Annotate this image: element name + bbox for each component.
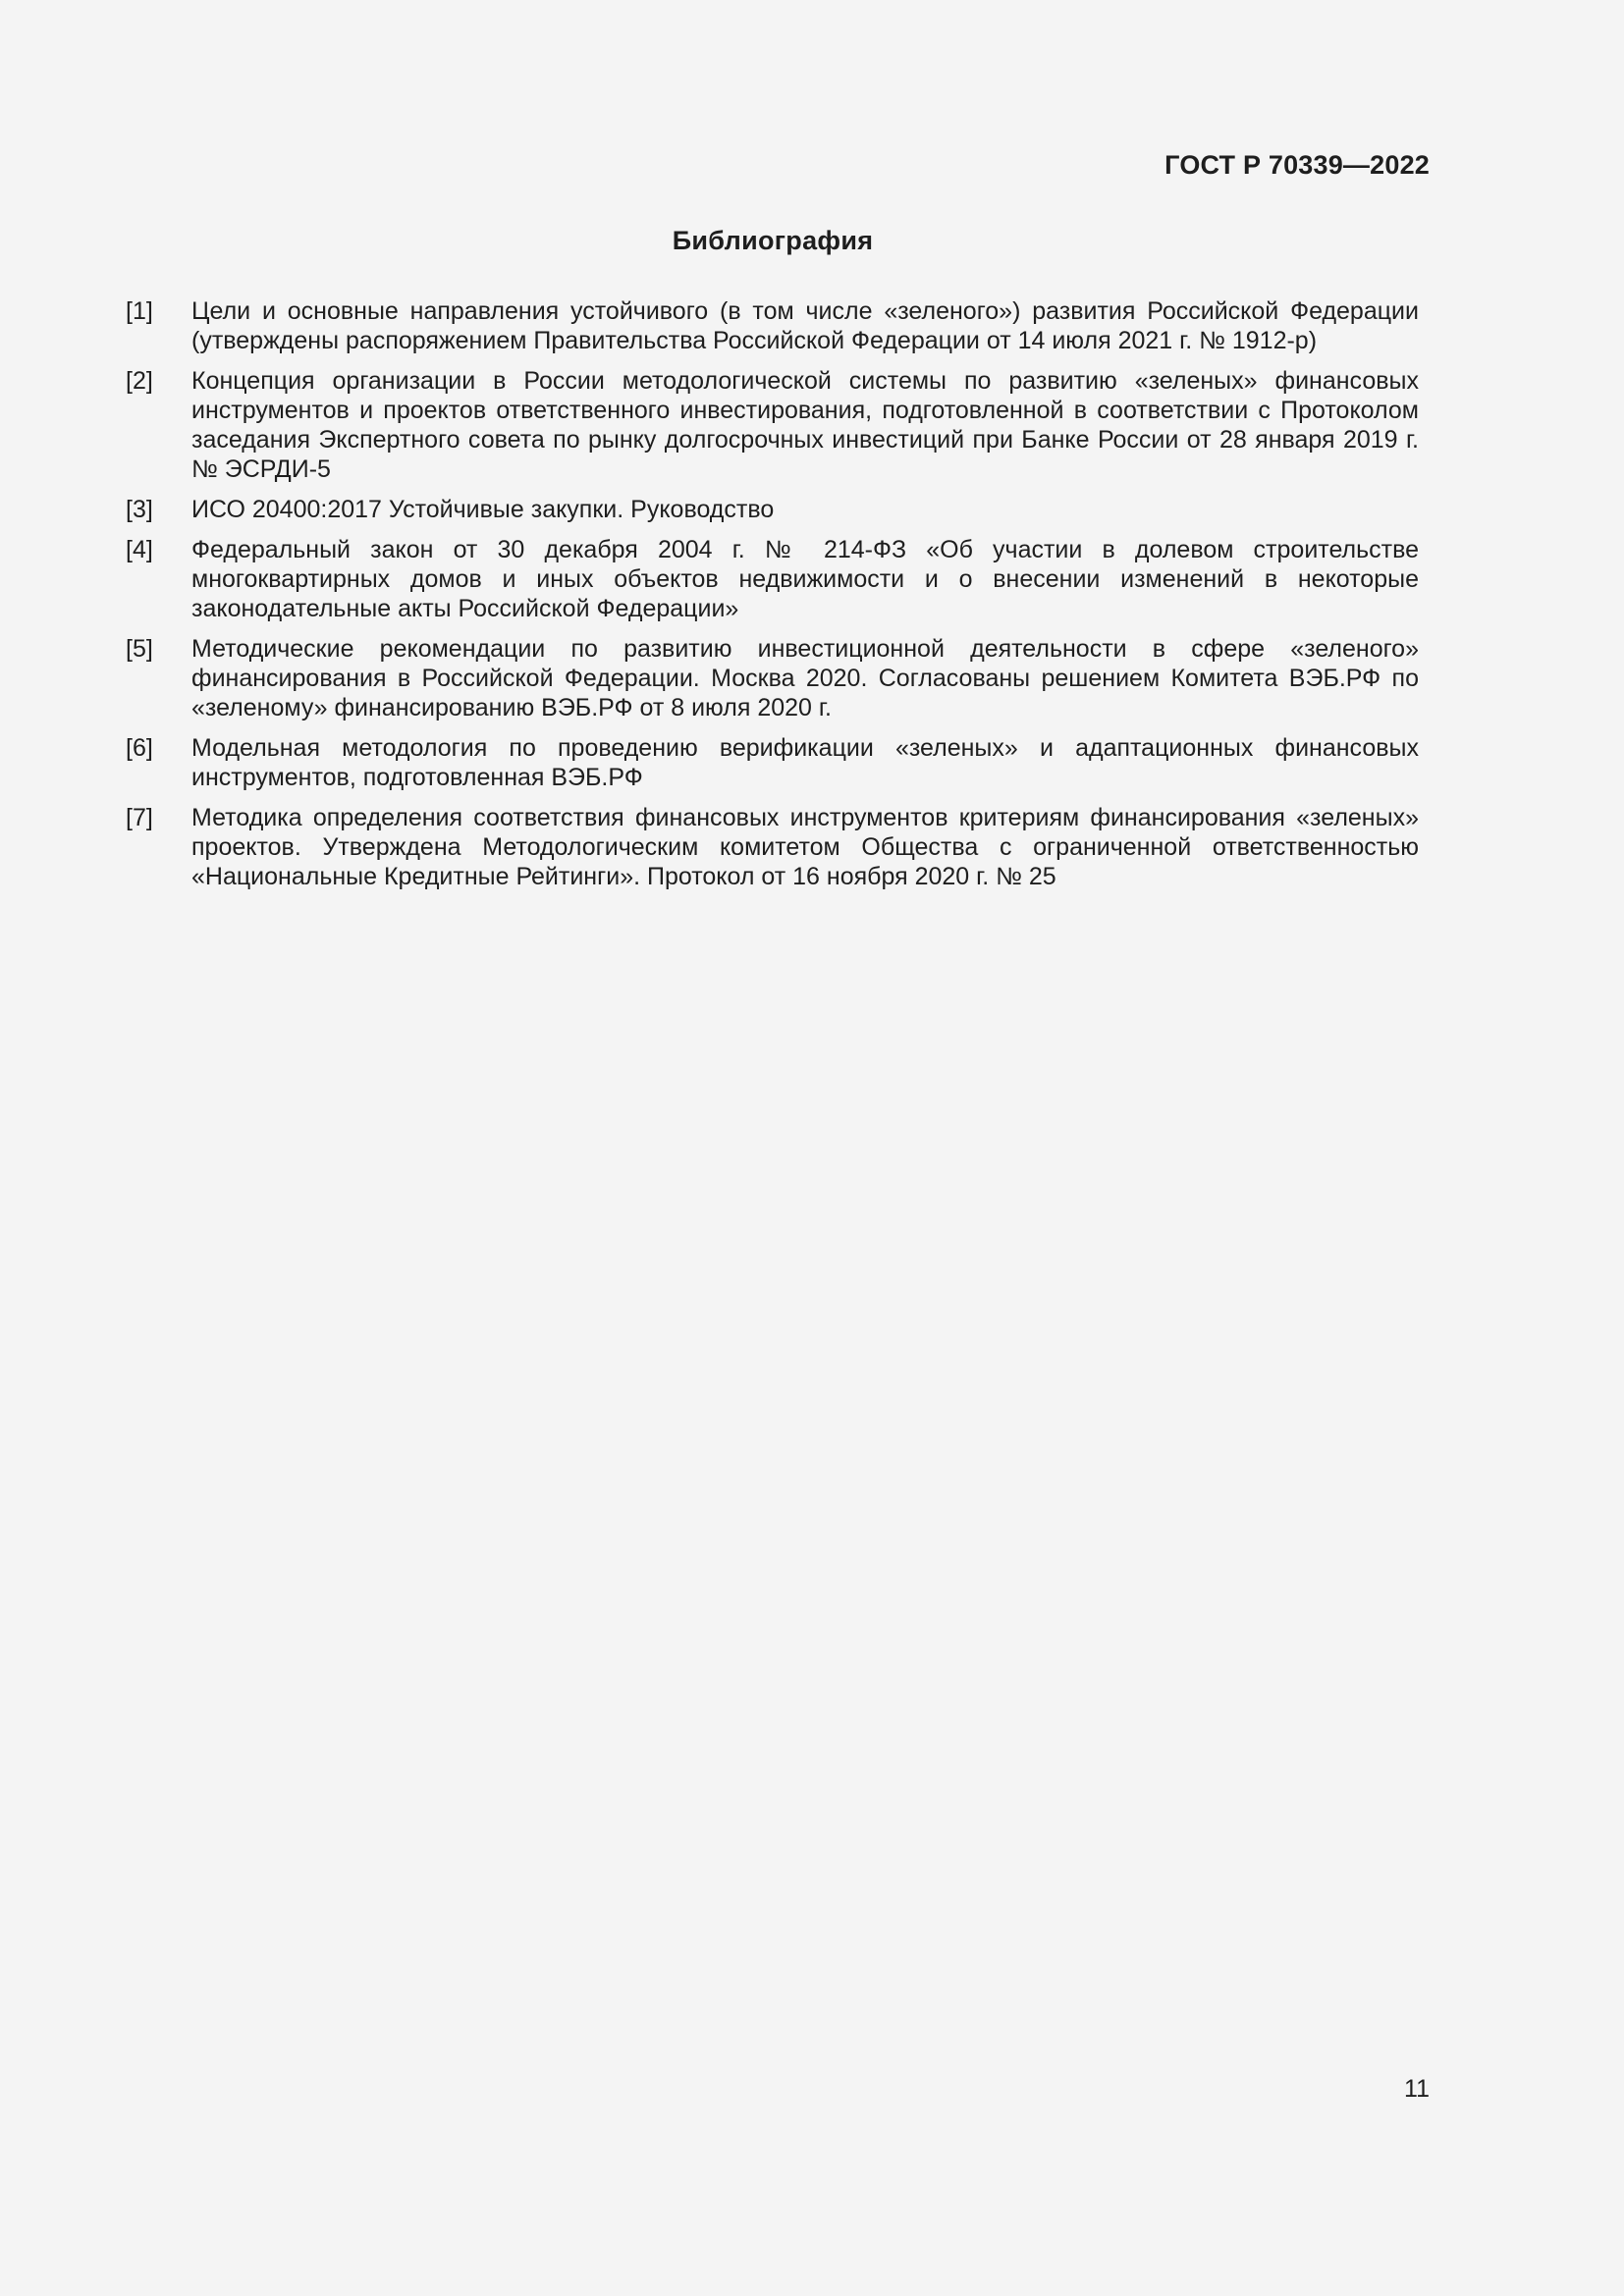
bibliography-item bbox=[126, 535, 1419, 623]
reference-number: [2] bbox=[126, 367, 153, 395]
reference-text: Концепция организации в России методологической системы по развитию «зеленых» финансовых инструментов и проектов ответственного инвестирования, подготовленной в соответствии с Протоколом заседания Экспертного совета по рынку долгосрочных инвестиций при Банке России от 28 января 2019 г. № ЭСРДИ-5 bbox=[191, 367, 1419, 483]
reference-text: Методика определения соответствия финансовых инструментов критериям финансирования «зеленых» проектов. Утверждена Методологическим комитетом Общества с ограниченной ответственностью «Национальные Кредитные Рейтинги». Протокол от 16 ноября 2020 г. № 25 bbox=[191, 804, 1419, 890]
bibliography-item bbox=[126, 495, 1419, 524]
bibliography-item bbox=[126, 733, 1419, 792]
bibliography-item bbox=[126, 803, 1419, 891]
bibliography-item bbox=[126, 634, 1419, 722]
bibliography-item bbox=[126, 366, 1419, 484]
bibliography-list bbox=[126, 296, 1419, 902]
bibliography-item bbox=[126, 296, 1419, 355]
reference-number: [6] bbox=[126, 734, 153, 762]
reference-text: Методические рекомендации по развитию инвестиционной деятельности в сфере «зеленого» финансирования в Российской Федерации. Москва 2020. Согласованы решением Комитета ВЭБ.РФ по «зеленому» финансированию ВЭБ.РФ от 8 июля 2020 г. bbox=[191, 635, 1419, 721]
reference-number: [4] bbox=[126, 536, 153, 563]
reference-number: [1] bbox=[126, 297, 153, 325]
document-code: ГОСТ Р 70339—2022 bbox=[1164, 150, 1430, 180]
reference-text: Федеральный закон от 30 декабря 2004 г. № 214-ФЗ «Об участии в долевом строительстве многоквартирных домов и иных объектов недвижимости и о внесении изменений в некоторые законодательные акты Российской Федерации» bbox=[191, 536, 1419, 622]
reference-number: [5] bbox=[126, 635, 153, 663]
reference-number: [3] bbox=[126, 496, 153, 523]
reference-number: [7] bbox=[126, 804, 153, 831]
reference-text: Цели и основные направления устойчивого (в том числе «зеленого») развития Российской Федерации (утверждены распоряжением Правительства Российской Федерации от 14 июля 2021 г. № 1912-р) bbox=[191, 297, 1419, 354]
bibliography-title: Библиография bbox=[672, 226, 874, 255]
reference-text: Модельная методология по проведению верификации «зеленых» и адаптационных финансовых инструментов, подготовленная ВЭБ.РФ bbox=[191, 734, 1419, 791]
page-number: 11 bbox=[1404, 2075, 1430, 2103]
reference-text: ИСО 20400:2017 Устойчивые закупки. Руководство bbox=[191, 496, 775, 523]
